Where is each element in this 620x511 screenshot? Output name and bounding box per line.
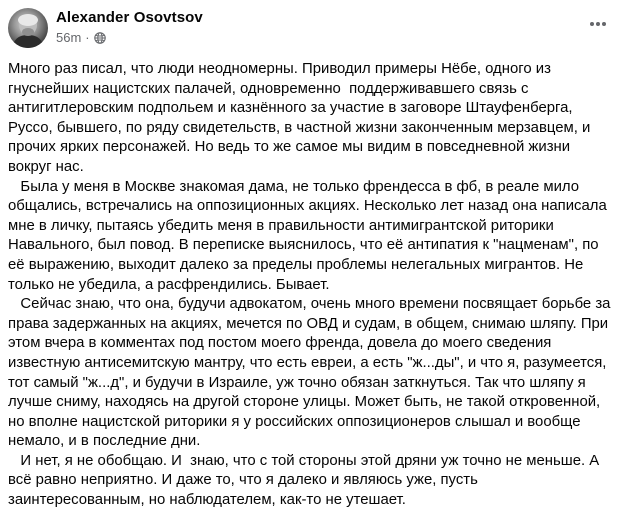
globe-icon[interactable] xyxy=(94,32,106,44)
more-horizontal-icon[interactable] xyxy=(586,12,610,36)
avatar[interactable] xyxy=(8,8,48,48)
meta-separator: · xyxy=(85,30,90,45)
post-header xyxy=(0,0,620,62)
author-name[interactable]: Alexander Osovtsov xyxy=(56,9,203,26)
avatar-photo xyxy=(8,8,48,48)
post-text: Много раз писал, что люди неодномерны. Приводил примеры Нёбе, одного из гнуснейших нацистских палачей, одновременно поддерживавшего связь с антигитлеровским подпольем и казнённого за участие в заговоре Штауфенберга, Руссо, бывшего, по ряду свидетельств, в частной жизни законченным мерзавцем, и прочих ярких персонажей. Но ведь то же самое мы видим в повседневной жизни вокруг нас. Была у меня в Москве знакомая дама, не только френдесса в фб, в реале мило общались, встречались на оппозиционных акциях. Несколько лет назад она написала мне в личку, пытаясь убедить меня в правильности антимигрантской риторики Навального, был повод. В переписке выяснилось, что её антипатия к "нацменам", по её выражению, выходит далеко за пределы проблемы нелегальных мигрантов. Не только не убедила, а расфрендились. Бывает. Сейчас знаю, что она, будучи адвокатом, очень много времени посвящает борьбе за права задержанных на акциях, мечется по ОВД и судам, в общем, снимаю шляпу. При этом вчера в комментах под постом моего френда, довела до моего сведения известную антисемитскую мантру, что есть евреи, а есть "ж...ды", и что я, разумеется, тот самый "ж...д", и будучи в Израиле, уж точно обязан заткнуться. Так что шляпу я лучше сниму, находясь на другой стороне улицы. Может быть, не такой откровенной, но вполне нацистской риторики я у российских оппозиционеров слышал и вообще немало, и в последние дни. И нет, я не обобщаю. И знаю, что с той стороны этой дряни уж точно не меньше. А всё равно неприятно. И даже то, что я далеко и являюсь уже, пусть заинтересованным, но наблюдателем, как-то не утешает. xyxy=(8,61,611,509)
post-meta xyxy=(56,30,106,45)
post-time[interactable]: 56m xyxy=(56,30,82,45)
